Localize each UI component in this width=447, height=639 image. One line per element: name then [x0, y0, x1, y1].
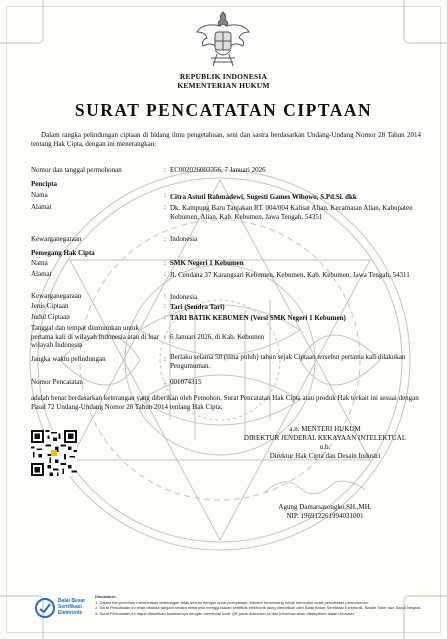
colon: :	[164, 270, 166, 278]
disclaimer-item: 2. Surat Pencatatan ini telah ditanda tangani secara elektronik menggunakan sertifikat elektronik yang diterbitkan oleh Balai Besar Sertifikasi Elektronik, Badan Siber dan Sandi Negara.	[95, 605, 422, 610]
creator-address-label: Alamat	[31, 203, 52, 211]
colon: :	[164, 313, 166, 321]
first-announcement-label: Tanggal dan tempat diumumkan untuk pertama kali di wilayah Indonesia atau di luar wilayah Indonesia	[31, 324, 160, 349]
office-line: DIREKTUR JENDERAL KEKAYAAN INTELEKTUAL	[243, 434, 407, 442]
colon: :	[164, 333, 166, 341]
holder-name: SMK Negeri 1 Kebumen	[170, 259, 244, 267]
application-value: EC002026003356, 7 Januari 2026	[170, 166, 266, 174]
signatory-name: Agung Damarsasongko,SH.,MH.	[278, 503, 372, 511]
work-title-label: Judul Ciptaan	[31, 313, 70, 321]
bsre-brand-line: Elektronik	[58, 610, 83, 616]
holder-address: Jl. Cendana 37 Karangsari Kebumen, Kebumen, Kab. Kebumen, Jawa Tengah, 54311	[170, 271, 410, 279]
colon: :	[164, 302, 166, 310]
holder-nationality-label: Kewarganegaraan	[31, 292, 82, 300]
protection-period-value: Berlaku selama 50 (lima puluh) tahun sejak Ciptaan tersebut pertama kali dilakukan Pengumuman.	[170, 353, 406, 370]
colon: :	[164, 235, 166, 243]
disclaimer-item: 1. Dalam hal pemohon memberikan keterangan tidak sesuai dengan surat pernyataan, Menteri berwenang untuk mencabut surat pencatatan permohonan.	[95, 599, 369, 605]
colon: :	[164, 355, 166, 363]
work-type-value: Tari (Sendra Tari)	[170, 303, 225, 311]
creator-name: Citra Astuti Rahmadewi, Sugesti Games Wibowo, S.Pd.Si. dkk	[170, 193, 357, 201]
creator-nationality-label: Kewarganegaraan	[31, 235, 82, 243]
disclaimer	[95, 594, 425, 616]
work-type-label: Jenis Ciptaan	[31, 302, 69, 310]
signature-mark	[255, 470, 375, 500]
ub-line: u.b.	[319, 443, 331, 451]
bsre-brand	[58, 598, 85, 616]
disclaimer-item: 3. Surat Pencatatan ini dapat dibuktikan keasliannya dengan memindai kode QR pada dokumen ini dan informasi akan ditampilkan dalam browser.	[95, 610, 355, 616]
garuda-emblem-icon	[193, 8, 253, 70]
document-title: SURAT PENCATATAN CIPTAAN	[74, 100, 373, 120]
intro-paragraph: Dalam rangka pelindungan ciptaan di bidang ilmu pengetahuan, seni dan sastra berdasarkan Undang-Undang Nomor 28 Tahun 2014 tentang Hak Cipta, dengan ini menerangkan:	[31, 131, 421, 148]
colon: :	[164, 292, 166, 300]
disclaimer-title: Disclaimer:	[95, 594, 117, 599]
holder-name-label: Nama	[31, 259, 48, 267]
ministry-heading: KEMENTERIAN HUKUM	[177, 81, 270, 90]
bsre-brand-line: Balai Besar	[58, 598, 86, 604]
holder-section-heading: Pemegang Hak Cipta	[31, 249, 95, 257]
colon: :	[164, 166, 166, 174]
country-heading: REPUBLIK INDONESIA	[179, 72, 268, 81]
colon: :	[164, 203, 166, 211]
first-announcement-value: 6 Januari 2026, di Kab. Kebumen	[170, 333, 265, 341]
bsre-logo-icon	[34, 597, 56, 619]
qr-code	[31, 430, 77, 476]
application-label: Nomor dan tanggal permohonan	[31, 166, 122, 174]
creator-address: Dk. Kampung Baru Tanjakan RT. 004/004 Kalisat Alian, Kecamatan Alian, Kabupaten Kebumen, Alian, Kab. Kebumen, Jawa Tengah, 54351	[170, 204, 413, 221]
work-title-value: TARI BATIK KEBUMEN (Versi SMK Negeri 1 Kebumen)	[170, 314, 346, 322]
corner-ornament	[403, 0, 447, 44]
colon: :	[164, 378, 166, 386]
closing-paragraph: adalah benar berdasarkan keterangan yang diberikan oleh Pemohon. Surat Pencatatan Hak Cipta atau produk Hak terkait ini sesuai dengan Pasal 72 Undang-Undang Nomor 28 Tahun 2014 tentang Hak Cipta.	[31, 394, 419, 411]
creator-name-label: Nama	[31, 191, 48, 199]
creator-section-heading: Pencipta	[31, 180, 58, 188]
colon: :	[164, 259, 166, 267]
creator-nationality: Indonesia	[170, 235, 198, 243]
corner-ornament	[0, 0, 44, 44]
colon: :	[164, 191, 166, 199]
holder-address-label: Alamat	[31, 270, 52, 278]
on-behalf-line: a.n. MENTERI HUKUM	[289, 425, 361, 433]
director-line: Direktur Hak Cipta dan Desain Industri	[269, 452, 381, 460]
holder-nationality: Indonesia	[170, 293, 198, 301]
record-number-value: 001074315	[170, 378, 202, 386]
bsre-brand-line: Sertifikasi	[58, 604, 82, 610]
protection-period-label: Jangka waktu pelindungan	[31, 355, 106, 363]
record-number-label: Nomor Pencatatan	[31, 378, 83, 386]
signatory-nip: NIP. 196912261994031001	[286, 512, 364, 520]
